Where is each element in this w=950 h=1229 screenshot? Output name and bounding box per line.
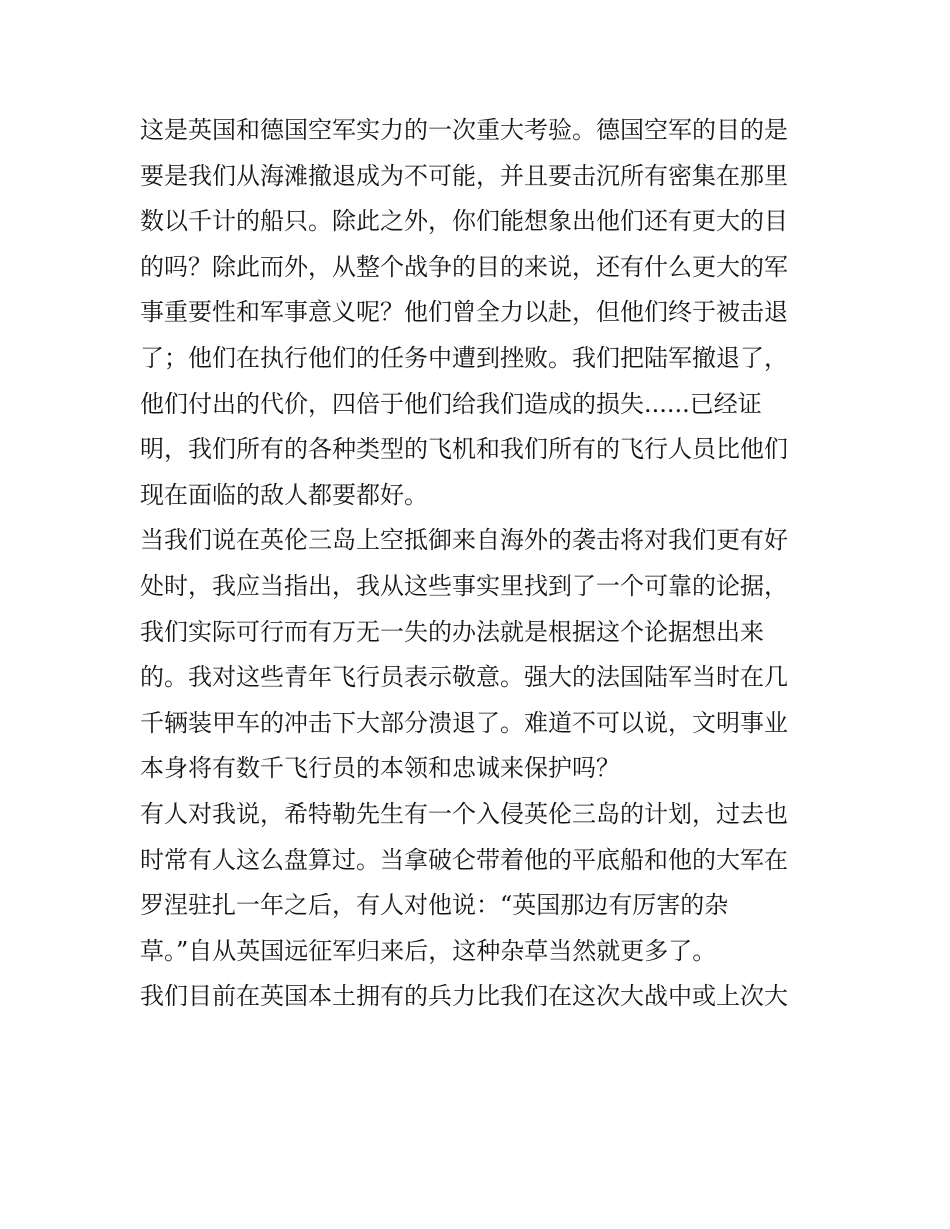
- text-line: 这是英国和德国空军实力的一次重大考验。德国空军的目的是: [140, 116, 788, 144]
- text-line: 的。我对这些青年飞行员表示敬意。强大的法国陆军当时在几: [140, 663, 788, 692]
- text-line: 数以千计的船只。除此之外，你们能想象出他们还有更大的目: [140, 207, 788, 236]
- text-line: 我们实际可行而有万无一失的办法就是根据这个论据想出来: [140, 617, 764, 646]
- text-line: 了；他们在执行他们的任务中遭到挫败。我们把陆军撤退了，: [140, 343, 788, 372]
- text-line: 事重要性和军事意义呢？他们曾全力以赴，但他们终于被击退: [140, 298, 788, 327]
- text-line: 的吗？除此而外，从整个战争的目的来说，还有什么更大的军: [140, 252, 788, 281]
- text-line: 时常有人这么盘算过。当拿破仑带着他的平底船和他的大军在: [140, 845, 788, 874]
- text-line: 我们目前在英国本土拥有的兵力比我们在这次大战中或上次大: [140, 982, 788, 1011]
- text-line: 明，我们所有的各种类型的飞机和我们所有的飞行人员比他们: [140, 435, 788, 464]
- text-line: 当我们说在英伦三岛上空抵御来自海外的袭击将对我们更有好: [140, 526, 788, 555]
- text-line: 罗涅驻扎一年之后，有人对他说：“英国那边有厉害的杂: [140, 891, 729, 920]
- body-text: [140, 108, 820, 1020]
- text-line: 草。”自从英国远征军归来后，这种杂草当然就更多了。: [140, 936, 717, 965]
- text-line: 现在面临的敌人都要都好。: [140, 480, 428, 509]
- text-line: 要是我们从海滩撤退成为不可能，并且要击沉所有密集在那里: [140, 161, 788, 190]
- text-line: 有人对我说，希特勒先生有一个入侵英伦三岛的计划，过去也: [140, 799, 788, 828]
- text-line: 他们付出的代价，四倍于他们给我们造成的损失......已经证: [140, 389, 762, 418]
- text-line: 千辆装甲车的冲击下大部分溃退了。难道不可以说，文明事业: [140, 708, 788, 737]
- text-line: 处时，我应当指出，我从这些事实里找到了一个可靠的论据，: [140, 571, 788, 600]
- text-line: 本身将有数千飞行员的本领和忠诚来保护吗？: [140, 754, 620, 783]
